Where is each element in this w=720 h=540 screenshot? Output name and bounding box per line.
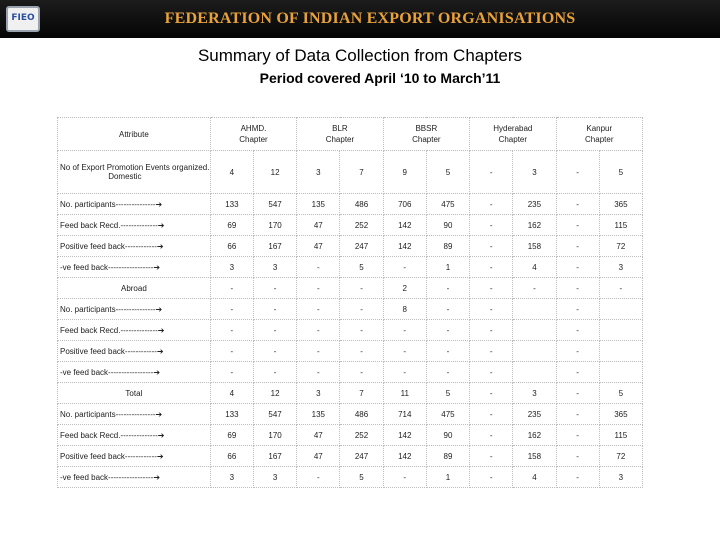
- table-cell: 5: [340, 257, 383, 278]
- table-cell: 5: [340, 467, 383, 488]
- table-cell: 247: [340, 236, 383, 257]
- table-cell: -: [426, 320, 469, 341]
- table-cell: 170: [253, 425, 296, 446]
- table-cell: -: [470, 425, 513, 446]
- table-cell: -: [470, 446, 513, 467]
- table-cell: [599, 299, 642, 320]
- table-cell: -: [297, 320, 340, 341]
- table-row: [58, 299, 643, 320]
- table-cell: 66: [210, 236, 253, 257]
- table-cell: 235: [513, 404, 556, 425]
- table-cell: 252: [340, 215, 383, 236]
- table-cell: -: [297, 278, 340, 299]
- table-cell: 158: [513, 446, 556, 467]
- table-cell: [513, 320, 556, 341]
- table-cell: -: [556, 383, 599, 404]
- table-cell: 4: [210, 383, 253, 404]
- table-cell: [513, 341, 556, 362]
- table-cell: 8: [383, 299, 426, 320]
- table-cell: 47: [297, 215, 340, 236]
- table-cell: -: [556, 446, 599, 467]
- table-cell: -: [340, 362, 383, 383]
- table-cell: -: [340, 278, 383, 299]
- table-cell: -: [253, 341, 296, 362]
- table-cell: -: [210, 341, 253, 362]
- table-cell: 47: [297, 425, 340, 446]
- table-cell: 90: [426, 425, 469, 446]
- table-cell: -: [297, 257, 340, 278]
- table-cell: 11: [383, 383, 426, 404]
- table-cell: 486: [340, 404, 383, 425]
- table-cell: 235: [513, 194, 556, 215]
- table-cell: 69: [210, 215, 253, 236]
- row-label: No of Export Promotion Events organized. Domestic: [58, 151, 211, 194]
- table-cell: 714: [383, 404, 426, 425]
- table-cell: -: [470, 362, 513, 383]
- table-cell: -: [599, 278, 642, 299]
- table-cell: 47: [297, 446, 340, 467]
- table-cell: -: [253, 299, 296, 320]
- table-cell: 3: [513, 151, 556, 194]
- table-cell: -: [470, 151, 513, 194]
- table-cell: -: [253, 320, 296, 341]
- table-cell: 3: [599, 467, 642, 488]
- table-cell: -: [210, 320, 253, 341]
- table-cell: 547: [253, 404, 296, 425]
- row-label: Positive feed back------------➔: [58, 446, 211, 467]
- table-cell: 47: [297, 236, 340, 257]
- table-cell: [513, 362, 556, 383]
- table-cell: -: [253, 278, 296, 299]
- table-cell: -: [383, 341, 426, 362]
- table-cell: -: [340, 341, 383, 362]
- row-label: No. participants---------------➔: [58, 299, 211, 320]
- table-cell: -: [297, 362, 340, 383]
- table-cell: 12: [253, 383, 296, 404]
- table-cell: 115: [599, 425, 642, 446]
- table-cell: -: [556, 151, 599, 194]
- table-cell: -: [556, 320, 599, 341]
- table-cell: -: [470, 278, 513, 299]
- row-label: -ve feed back-----------------➔: [58, 257, 211, 278]
- table-cell: 706: [383, 194, 426, 215]
- table-cell: 1: [426, 257, 469, 278]
- table-cell: -: [383, 257, 426, 278]
- table-cell: 5: [599, 383, 642, 404]
- row-label: Abroad: [58, 278, 211, 299]
- row-label: No. participants---------------➔: [58, 194, 211, 215]
- table-cell: -: [470, 194, 513, 215]
- table-row: [58, 151, 643, 194]
- table-cell: 142: [383, 425, 426, 446]
- table-cell: 247: [340, 446, 383, 467]
- chapter-header: BBSR Chapter: [383, 118, 469, 151]
- table-cell: -: [426, 362, 469, 383]
- table-cell: -: [556, 194, 599, 215]
- row-label: Positive feed back------------➔: [58, 236, 211, 257]
- table-cell: 486: [340, 194, 383, 215]
- table-cell: -: [470, 215, 513, 236]
- table-row: [58, 341, 643, 362]
- table-row: [58, 404, 643, 425]
- table-cell: -: [426, 341, 469, 362]
- table-cell: 9: [383, 151, 426, 194]
- table-cell: -: [556, 467, 599, 488]
- row-label: -ve feed back-----------------➔: [58, 467, 211, 488]
- row-label: Feed back Recd.--------------➔: [58, 425, 211, 446]
- table-cell: 4: [210, 151, 253, 194]
- table-cell: 142: [383, 215, 426, 236]
- row-label: Feed back Recd.--------------➔: [58, 215, 211, 236]
- table-cell: -: [383, 362, 426, 383]
- table-cell: -: [470, 341, 513, 362]
- table-row: [58, 362, 643, 383]
- table-row: [58, 257, 643, 278]
- table-cell: 135: [297, 404, 340, 425]
- table-cell: -: [556, 278, 599, 299]
- table-cell: 252: [340, 425, 383, 446]
- table-cell: 12: [253, 151, 296, 194]
- table-cell: 167: [253, 236, 296, 257]
- table-cell: 142: [383, 446, 426, 467]
- attribute-header: Attribute: [58, 118, 211, 151]
- table-cell: -: [297, 299, 340, 320]
- table-cell: 66: [210, 446, 253, 467]
- table-cell: -: [470, 467, 513, 488]
- table-row: [58, 425, 643, 446]
- table-cell: -: [470, 404, 513, 425]
- table-cell: 1: [426, 467, 469, 488]
- table-cell: 3: [210, 467, 253, 488]
- table-row: [58, 194, 643, 215]
- table-cell: -: [210, 278, 253, 299]
- row-label: Total: [58, 383, 211, 404]
- table-cell: 90: [426, 215, 469, 236]
- table-cell: 115: [599, 215, 642, 236]
- row-label: Feed back Recd.--------------➔: [58, 320, 211, 341]
- table-cell: [599, 341, 642, 362]
- chapter-header: AHMD. Chapter: [210, 118, 296, 151]
- table-cell: -: [383, 467, 426, 488]
- table-cell: 3: [297, 151, 340, 194]
- table-cell: -: [297, 467, 340, 488]
- table-cell: 365: [599, 404, 642, 425]
- table-cell: -: [470, 383, 513, 404]
- header-bar: [0, 0, 720, 38]
- table-cell: -: [470, 257, 513, 278]
- table-cell: 475: [426, 194, 469, 215]
- table-cell: -: [340, 299, 383, 320]
- page-subtitle: Period covered April ‘10 to March’11: [259, 70, 501, 86]
- chapter-header: Kanpur Chapter: [556, 118, 642, 151]
- table-cell: -: [556, 341, 599, 362]
- table-cell: -: [340, 320, 383, 341]
- table-cell: 3: [599, 257, 642, 278]
- table-cell: 7: [340, 383, 383, 404]
- table-cell: 5: [426, 383, 469, 404]
- table-cell: [599, 320, 642, 341]
- table-cell: 4: [513, 257, 556, 278]
- table-cell: -: [470, 299, 513, 320]
- chapter-header: BLR Chapter: [297, 118, 383, 151]
- table-cell: -: [470, 236, 513, 257]
- table-cell: 3: [297, 383, 340, 404]
- table-row: [58, 236, 643, 257]
- table-cell: -: [556, 236, 599, 257]
- table-cell: -: [297, 341, 340, 362]
- table-cell: 3: [210, 257, 253, 278]
- page-title: Summary of Data Collection from Chapters: [197, 46, 523, 65]
- table-cell: 89: [426, 236, 469, 257]
- table-cell: -: [426, 299, 469, 320]
- table-row: [58, 467, 643, 488]
- table-row: [58, 320, 643, 341]
- table-cell: 4: [513, 467, 556, 488]
- table-cell: 5: [599, 151, 642, 194]
- table-cell: 365: [599, 194, 642, 215]
- table-cell: 3: [253, 257, 296, 278]
- table-cell: -: [210, 299, 253, 320]
- table-cell: 547: [253, 194, 296, 215]
- table-cell: 162: [513, 215, 556, 236]
- table-cell: 475: [426, 404, 469, 425]
- table-header-row: [58, 118, 643, 151]
- table-row: [58, 383, 643, 404]
- table-cell: -: [556, 362, 599, 383]
- table-cell: 142: [383, 236, 426, 257]
- table-cell: -: [556, 257, 599, 278]
- table-cell: -: [556, 299, 599, 320]
- table-cell: -: [556, 404, 599, 425]
- table-cell: 89: [426, 446, 469, 467]
- organisation-title: FEDERATION OF INDIAN EXPORT ORGANISATIONS: [164, 10, 576, 27]
- table-cell: 158: [513, 236, 556, 257]
- table-cell: 72: [599, 446, 642, 467]
- table-cell: 162: [513, 425, 556, 446]
- table-row: [58, 278, 643, 299]
- table-cell: -: [210, 362, 253, 383]
- logo-text: FIEO: [11, 13, 35, 23]
- table-cell: -: [383, 320, 426, 341]
- table-cell: -: [556, 425, 599, 446]
- table-cell: 69: [210, 425, 253, 446]
- table-cell: 3: [513, 383, 556, 404]
- table-cell: -: [253, 362, 296, 383]
- table-row: [58, 215, 643, 236]
- table-cell: -: [556, 215, 599, 236]
- table-cell: 170: [253, 215, 296, 236]
- summary-table: [57, 117, 643, 488]
- table-cell: 133: [210, 194, 253, 215]
- chapter-header: Hyderabad Chapter: [470, 118, 556, 151]
- row-label: No. participants---------------➔: [58, 404, 211, 425]
- table-cell: 133: [210, 404, 253, 425]
- row-label: Positive feed back------------➔: [58, 341, 211, 362]
- table-cell: [513, 299, 556, 320]
- table-cell: -: [513, 278, 556, 299]
- table-cell: 3: [253, 467, 296, 488]
- table-cell: 72: [599, 236, 642, 257]
- table-cell: [599, 362, 642, 383]
- table-row: [58, 446, 643, 467]
- table-cell: -: [426, 278, 469, 299]
- table-cell: 5: [426, 151, 469, 194]
- table-cell: 167: [253, 446, 296, 467]
- table-cell: 2: [383, 278, 426, 299]
- table-cell: 7: [340, 151, 383, 194]
- row-label: -ve feed back-----------------➔: [58, 362, 211, 383]
- table-cell: -: [470, 320, 513, 341]
- table-cell: 135: [297, 194, 340, 215]
